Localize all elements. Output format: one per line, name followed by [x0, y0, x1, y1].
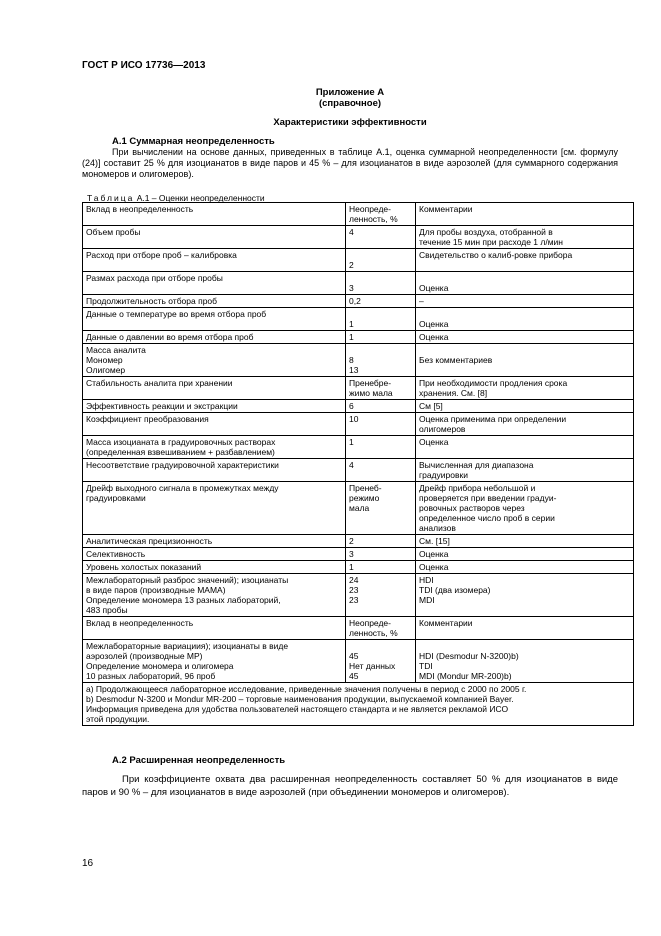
cell-line: 483 пробы: [86, 605, 128, 615]
cell-line: Аналитическая прецизионность: [86, 536, 213, 546]
cell-line: TDI: [419, 661, 433, 671]
cell-line: TDI (два изомера): [419, 585, 491, 595]
table-row: [83, 617, 634, 640]
table-row: [83, 548, 634, 561]
cell-line: определенное число проб в серии: [419, 513, 555, 523]
table-cell: [83, 574, 346, 617]
cell-line: 10: [349, 414, 359, 424]
cell-line: 10 разных лабораторий, 96 проб: [86, 671, 216, 681]
cell-line: Оценка: [419, 549, 449, 559]
table-cell: [416, 272, 634, 295]
page-number: 16: [82, 858, 94, 869]
annex-subtitle: (справочное): [318, 98, 382, 109]
table-cell: [346, 308, 416, 331]
cell-line: Без комментариев: [419, 355, 493, 365]
cell-line: HDI (Desmodur N-3200)b): [419, 651, 519, 661]
cell-line: Дрейф выходного сигнала в промежутках между: [86, 483, 279, 493]
cell-line: Неопреде-: [349, 204, 391, 214]
cell-line: Неопреде-: [349, 618, 391, 628]
table-cell: [346, 249, 416, 272]
table-cell: [416, 482, 634, 535]
cell-line: Несоответствие градуировочной характеристики: [86, 460, 279, 470]
table-row: [83, 226, 634, 249]
table-row: [83, 413, 634, 436]
table-cell: [416, 561, 634, 574]
annex-title: Приложение А: [315, 87, 385, 98]
cell-line: (определенная взвешиванием + разбавлением): [86, 447, 275, 457]
cell-line: 13: [349, 365, 359, 375]
cell-line: Оценка применима при определении: [419, 414, 567, 424]
cell-line: Эффективность реакции и экстракции: [86, 401, 238, 411]
cell-line: Расход при отборе проб – калибровка: [86, 250, 237, 260]
table-cell: [346, 640, 416, 683]
table-row: [83, 272, 634, 295]
table-cell: [346, 413, 416, 436]
table-row: [83, 561, 634, 574]
table-row: [83, 436, 634, 459]
table-cell: [346, 482, 416, 535]
table-row: [83, 400, 634, 413]
uncertainty-table: [82, 202, 634, 726]
table-row: [83, 535, 634, 548]
cell-line: Оценка: [419, 437, 449, 447]
cell-line: Пренеб-: [349, 483, 382, 493]
table-caption-text: А.1 – Оценки неопределенности: [134, 193, 265, 203]
cell-line: Оценка: [419, 332, 449, 342]
cell-line: 8: [349, 355, 354, 365]
table-cell: [83, 436, 346, 459]
table-cell: [83, 459, 346, 482]
cell-line: проверяется при введении градуи-: [419, 493, 557, 503]
table-cell: [83, 203, 346, 226]
table-cell: [416, 574, 634, 617]
table-cell: [416, 459, 634, 482]
cell-line: Оценка: [419, 319, 449, 329]
cell-line: 4: [349, 227, 354, 237]
table-cell: [83, 226, 346, 249]
cell-line: Вклад в неопределенность: [86, 618, 194, 628]
cell-line: Коэффициент преобразования: [86, 414, 209, 424]
table-cell: [346, 561, 416, 574]
cell-line: [419, 641, 630, 651]
table-cell: [416, 436, 634, 459]
cell-line: Олигомер: [86, 365, 126, 375]
section-a2-text: [82, 773, 618, 799]
table-cell: [83, 561, 346, 574]
section-a1-text: [82, 147, 618, 180]
cell-line: Объем пробы: [86, 227, 141, 237]
table-cell: [416, 400, 634, 413]
cell-line: HDI: [419, 575, 434, 585]
cell-line: Дрейф прибора небольшой и: [419, 483, 536, 493]
table-row: [83, 482, 634, 535]
cell-line: 45: [349, 651, 359, 661]
table-cell: [416, 308, 634, 331]
table-cell: [346, 331, 416, 344]
cell-line: мала: [349, 503, 370, 513]
table-cell: [416, 226, 634, 249]
footnote-line: этой продукции.: [86, 714, 150, 724]
cell-line: ленность, %: [349, 628, 398, 638]
table-cell: [83, 295, 346, 308]
table-cell: [346, 295, 416, 308]
cell-line: [419, 309, 630, 319]
table-cell: [416, 249, 634, 272]
cell-line: Масса изоцианата в градуировочных растворах: [86, 437, 276, 447]
table-row: [83, 331, 634, 344]
cell-line: Оценка: [419, 283, 449, 293]
table-cell: [83, 482, 346, 535]
cell-line: жимо мала: [349, 388, 393, 398]
cell-line: При необходимости продления срока: [419, 378, 568, 388]
table-row: [83, 344, 634, 377]
table-cell: [83, 400, 346, 413]
cell-line: MDI: [419, 595, 435, 605]
cell-line: [349, 273, 412, 283]
cell-line: 2: [349, 536, 354, 546]
cell-line: ленность, %: [349, 214, 398, 224]
table-cell: [83, 331, 346, 344]
table-cell: [416, 413, 634, 436]
table-row: [83, 640, 634, 683]
cell-line: градуировками: [86, 493, 146, 503]
cell-line: Комментарии: [419, 204, 473, 214]
cell-line: 23: [349, 585, 359, 595]
cell-line: MDI (Mondur MR-200)b): [419, 671, 512, 681]
table-cell: [346, 459, 416, 482]
cell-line: Данные о температуре во время отбора проб: [86, 309, 267, 319]
cell-line: Стабильность аналита при хранении: [86, 378, 233, 388]
table-cell: [416, 640, 634, 683]
table-cell: [83, 249, 346, 272]
table-cell: [83, 640, 346, 683]
annex-heading: Характеристики эффективности: [273, 117, 427, 128]
document-header: ГОСТ Р ИСО 17736—2013: [82, 60, 206, 71]
cell-line: градуировки: [419, 470, 468, 480]
cell-line: Пренебре-: [349, 378, 392, 388]
table-cell: [416, 331, 634, 344]
cell-line: Размах расхода при отборе пробы: [86, 273, 223, 283]
cell-line: Вклад в неопределенность: [86, 204, 194, 214]
cell-line: 1: [349, 437, 354, 447]
footnote-line: а) Продолжающееся лабораторное исследование, приведенные значения получены в период с 2000 по 2005 г.: [86, 684, 527, 694]
footnote-line: b) Desmodur N-3200 и Mondur MR-200 – торговые наименования продукции, выпускаемой компанией Bayer.: [86, 694, 514, 704]
cell-line: течение 15 мин при расходе 1 л/мин: [419, 237, 563, 247]
cell-line: 3: [349, 549, 354, 559]
table-row: [83, 459, 634, 482]
cell-line: Вычисленная для диапазона: [419, 460, 534, 470]
table-footnotes: [83, 683, 634, 726]
cell-line: [349, 641, 412, 651]
footnote-line: Информация приведена для удобства пользователей настоящего стандарта и не является рекламой ИСО: [86, 704, 509, 714]
section-a1-text-body: При вычислении на основе данных, приведенных в таблице А.1, оценка суммарной неопределенности [см. формулу (24)] составит 25 % для изоцианатов в виде паров и 45 % – для изоцианатов в виде аэрозолей (для суммарного содержания мономеров и олигомеров).: [82, 147, 618, 179]
cell-line: Свидетельство о калиб-ровке прибора: [419, 250, 573, 260]
cell-line: [419, 365, 630, 375]
table-row: [83, 574, 634, 617]
cell-line: 4: [349, 460, 354, 470]
table-cell: [416, 295, 634, 308]
table-caption-label: Таблица: [87, 193, 135, 203]
cell-line: Нет данных: [349, 661, 396, 671]
cell-line: 1: [349, 319, 354, 329]
cell-line: [419, 345, 630, 355]
table-cell: [346, 344, 416, 377]
table-cell: [83, 272, 346, 295]
table-cell: [416, 617, 634, 640]
table-cell: [416, 535, 634, 548]
table-row: [83, 203, 634, 226]
section-a2-text-body: При коэффициенте охвата два расширенная неопределенность составляет 50 % для изоцианатов в виде паров и 90 % – для изоцианатов в виде аэрозолей (при объединении мономеров и олигомеров).: [82, 774, 618, 798]
table-cell: [346, 436, 416, 459]
cell-line: Масса аналита: [86, 345, 146, 355]
cell-line: в виде паров (производные МАМА): [86, 585, 226, 595]
table-cell: [83, 617, 346, 640]
cell-line: См [5]: [419, 401, 443, 411]
table-cell: [83, 344, 346, 377]
cell-line: ровочных растворов через: [419, 503, 525, 513]
cell-line: 3: [349, 283, 354, 293]
table-cell: [346, 226, 416, 249]
cell-line: 6: [349, 401, 354, 411]
cell-line: [419, 605, 630, 615]
cell-line: –: [419, 296, 424, 306]
table-cell: [416, 344, 634, 377]
cell-line: 45: [349, 671, 359, 681]
cell-line: 23: [349, 595, 359, 605]
cell-line: Определение мономера и олигомера: [86, 661, 234, 671]
table-cell: [346, 574, 416, 617]
cell-line: Комментарии: [419, 618, 473, 628]
cell-line: [349, 250, 412, 260]
cell-line: 24: [349, 575, 359, 585]
section-a2-title: А.2 Расширенная неопределенность: [112, 755, 286, 766]
table-cell: [83, 413, 346, 436]
cell-line: См. [15]: [419, 536, 450, 546]
table-cell: [416, 548, 634, 561]
table-cell: [416, 377, 634, 400]
table-cell: [346, 548, 416, 561]
cell-line: Данные о давлении во время отбора проб: [86, 332, 254, 342]
cell-line: [349, 309, 412, 319]
table-cell: [346, 203, 416, 226]
table-cell: [83, 535, 346, 548]
cell-line: 1: [349, 562, 354, 572]
table-row: [83, 295, 634, 308]
cell-line: Продолжительность отбора проб: [86, 296, 218, 306]
table-row: [83, 249, 634, 272]
table-cell: [83, 548, 346, 561]
table-row: [83, 377, 634, 400]
table-cell: [346, 272, 416, 295]
cell-line: аэрозолей (производные МР): [86, 651, 203, 661]
cell-line: хранения. См. [8]: [419, 388, 488, 398]
cell-line: Межлабораторные вариациия); изоцианаты в виде: [86, 641, 289, 651]
cell-line: Мономер: [86, 355, 123, 365]
cell-line: Уровень холостых показаний: [86, 562, 202, 572]
table-row: [83, 308, 634, 331]
table-cell: [346, 617, 416, 640]
table-cell: [83, 308, 346, 331]
cell-line: 2: [349, 260, 354, 270]
table-cell: [346, 535, 416, 548]
cell-line: [349, 345, 412, 355]
cell-line: Межлабораторный разброс значений); изоцианаты: [86, 575, 289, 585]
cell-line: [419, 273, 630, 283]
cell-line: олигомеров: [419, 424, 466, 434]
table-cell: [83, 377, 346, 400]
table-cell: [346, 377, 416, 400]
section-a1-title: А.1 Суммарная неопределенность: [112, 136, 275, 147]
cell-line: Для пробы воздуха, отобранной в: [419, 227, 553, 237]
table-footnote-row: [83, 683, 634, 726]
cell-line: 1: [349, 332, 354, 342]
cell-line: анализов: [419, 523, 456, 533]
table-cell: [416, 203, 634, 226]
cell-line: [349, 605, 412, 615]
cell-line: 0,2: [349, 296, 361, 306]
cell-line: Селективность: [86, 549, 146, 559]
table-cell: [346, 400, 416, 413]
cell-line: режимо: [349, 493, 380, 503]
cell-line: Определение мономера 13 разных лабораторий,: [86, 595, 281, 605]
cell-line: Оценка: [419, 562, 449, 572]
uncertainty-table-body: [83, 203, 634, 726]
